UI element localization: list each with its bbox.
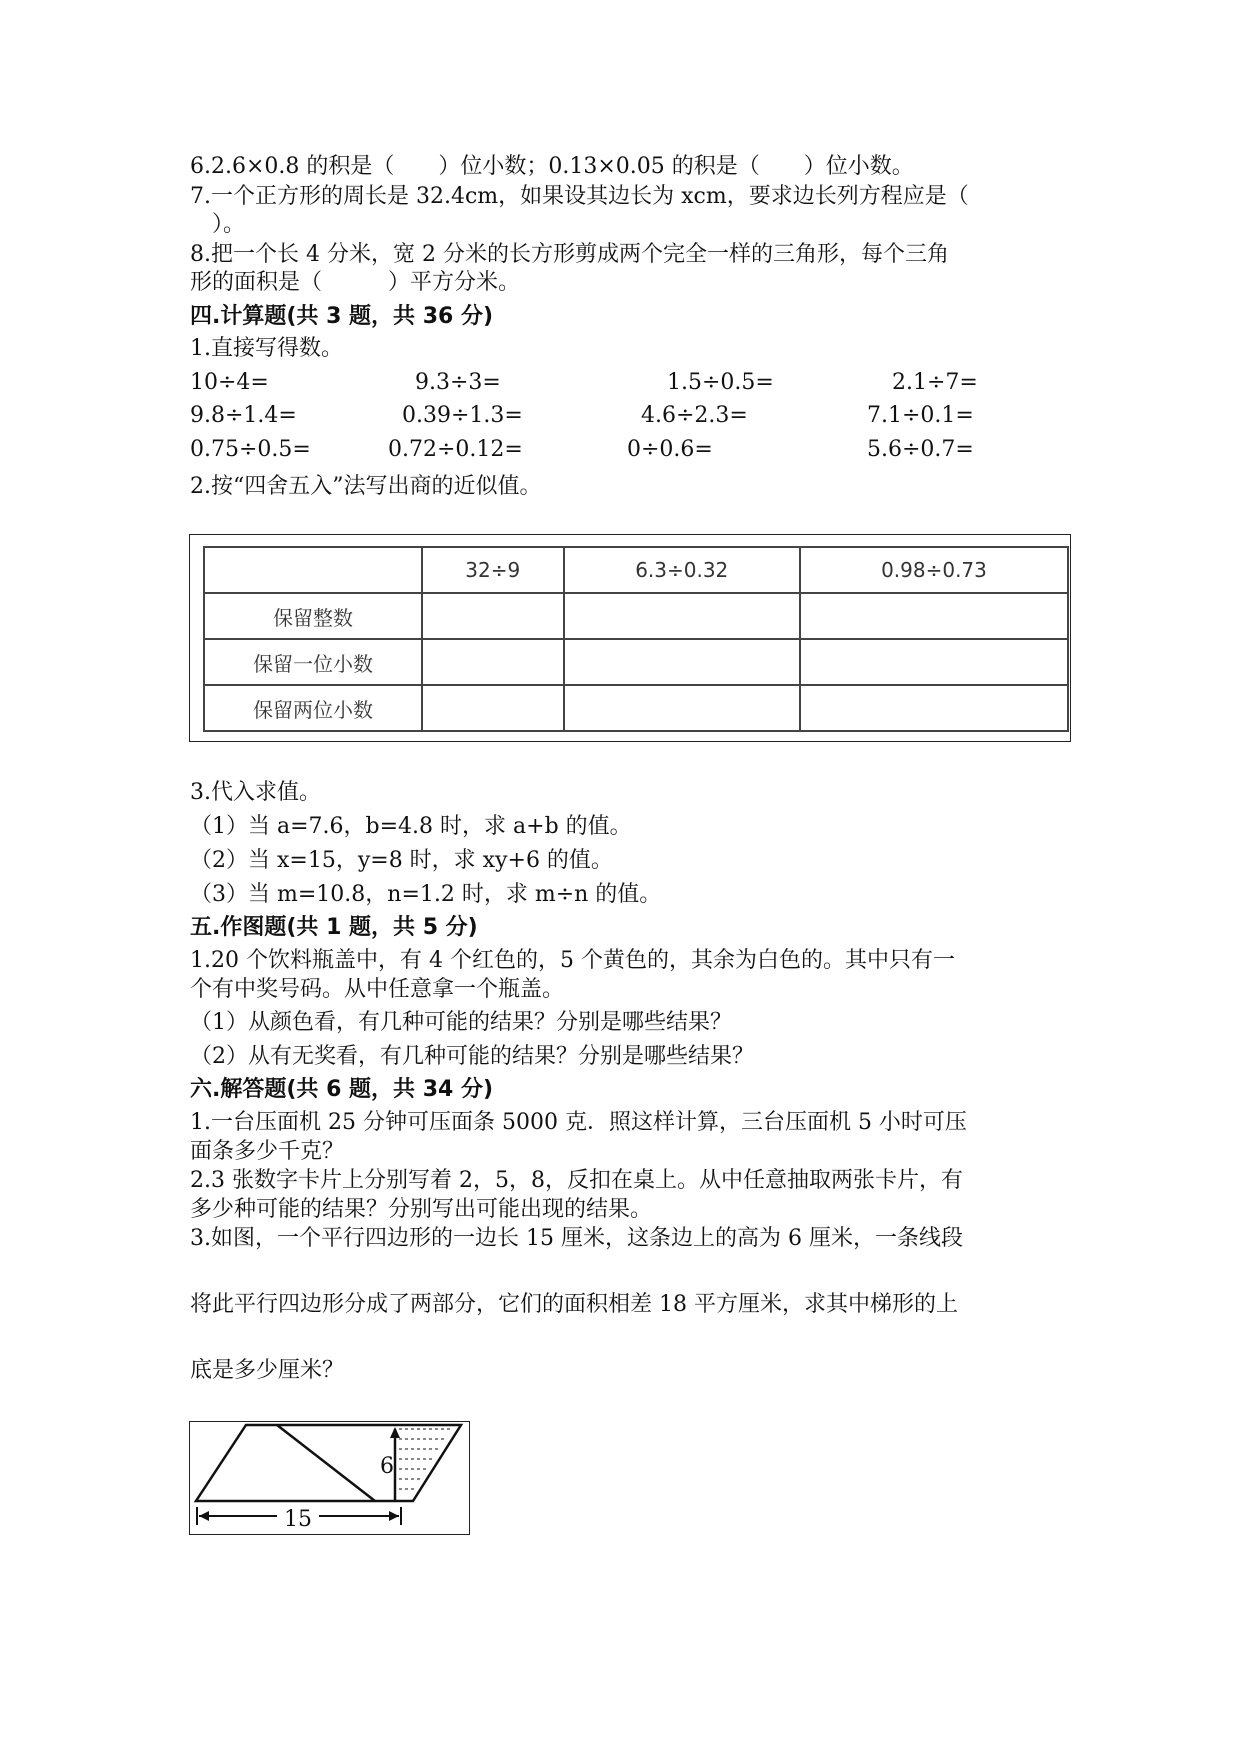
question-3-7-line1: 7.一个正方形的周长是 32.4cm，如果设其边长为 xcm，要求边长列方程应是（ xyxy=(190,184,969,209)
table-header-row xyxy=(204,547,1068,593)
calc-item: 0÷0.6= xyxy=(627,437,713,462)
calc-item: 0.75÷0.5= xyxy=(190,437,311,462)
question-4-3-title: 3.代入求值。 xyxy=(190,780,321,805)
question-4-2-title: 2.按“四舍五入”法写出商的近似值。 xyxy=(190,474,542,499)
calc-item: 9.3÷3= xyxy=(415,370,501,395)
question-4-3-item-1: （1）当 a=7.6，b=4.8 时，求 a+b 的值。 xyxy=(190,814,632,839)
calc-item: 1.5÷0.5= xyxy=(667,370,774,395)
base-label: 15 xyxy=(284,1507,312,1532)
question-6-3-line3: 底是多少厘米？ xyxy=(190,1358,345,1383)
calc-item: 10÷4= xyxy=(190,370,269,395)
dimension-arrow-right xyxy=(389,1511,399,1521)
height-arrow-head xyxy=(390,1427,400,1438)
approximation-table xyxy=(203,546,1069,732)
answer-cell[interactable] xyxy=(564,639,800,685)
calc-item: 5.6÷0.7= xyxy=(867,437,974,462)
answer-cell[interactable] xyxy=(564,593,800,639)
calc-item: 7.1÷0.1= xyxy=(867,403,974,428)
parallelogram-figure xyxy=(189,1421,470,1535)
question-6-2-line1: 2.3 张数字卡片上分别写着 2，5，8，反扣在桌上。从中任意抽取两张卡片，有 xyxy=(190,1168,963,1193)
table-row-header: 保留整数 xyxy=(204,593,422,639)
calc-item: 9.8÷1.4= xyxy=(190,403,297,428)
answer-cell[interactable] xyxy=(422,685,564,731)
question-6-3-line1: 3.如图，一个平行四边形的一边长 15 厘米，这条边上的高为 6 厘米，一条线段 xyxy=(190,1226,963,1251)
question-4-3-item-3: （3）当 m=10.8，n=1.2 时，求 m÷n 的值。 xyxy=(190,882,662,907)
dimension-arrow-left xyxy=(199,1511,209,1521)
calc-row xyxy=(190,370,1070,404)
height-label: 6 xyxy=(380,1454,394,1479)
answer-cell[interactable] xyxy=(564,685,800,731)
table-column-header: 6.3÷0.32 xyxy=(564,547,800,593)
question-3-7-line2: ）。 xyxy=(190,212,246,237)
dividing-segment xyxy=(277,1425,375,1501)
question-5-1-sub1: （1）从颜色看，有几种可能的结果？分别是哪些结果？ xyxy=(190,1010,732,1035)
table-column-header: 32÷9 xyxy=(422,547,564,593)
question-6-1-line2: 面条多少千克？ xyxy=(190,1139,345,1164)
question-5-1-line1: 1.20 个饮料瓶盖中，有 4 个红色的，5 个黄色的，其余为白色的。其中只有一 xyxy=(190,948,955,973)
table-row-header: 保留两位小数 xyxy=(204,685,422,731)
table-column-header: 0.98÷0.73 xyxy=(800,547,1068,593)
question-3-8-line2: 形的面积是（ ）平方分米。 xyxy=(190,270,521,295)
answer-cell[interactable] xyxy=(800,639,1068,685)
table-corner-cell xyxy=(204,547,422,593)
table-row xyxy=(204,593,1068,639)
calc-item: 0.39÷1.3= xyxy=(402,403,523,428)
question-5-1-sub2: （2）从有无奖看，有几种可能的结果？分别是哪些结果？ xyxy=(190,1044,754,1069)
section-4-heading: 四.计算题(共 3 题，共 36 分) xyxy=(190,304,494,329)
answer-cell[interactable] xyxy=(422,639,564,685)
answer-cell[interactable] xyxy=(422,593,564,639)
answer-cell[interactable] xyxy=(800,593,1068,639)
table-row xyxy=(204,639,1068,685)
question-6-3-line2: 将此平行四边形分成了两部分，它们的面积相差 18 平方厘米，求其中梯形的上 xyxy=(190,1292,958,1317)
section-5-heading: 五.作图题(共 1 题，共 5 分) xyxy=(190,915,478,940)
question-6-2-line2: 多少种可能的结果？分别写出可能出现的结果。 xyxy=(190,1197,653,1222)
question-5-1-line2: 个有中奖号码。从中任意拿一个瓶盖。 xyxy=(190,977,565,1002)
answer-cell[interactable] xyxy=(800,685,1068,731)
calc-item: 2.1÷7= xyxy=(892,370,978,395)
section-6-heading: 六.解答题(共 6 题，共 34 分) xyxy=(190,1077,494,1102)
question-4-1-title: 1.直接写得数。 xyxy=(190,336,343,361)
question-3-6: 6.2.6×0.8 的积是（ ）位小数；0.13×0.05 的积是（ ）位小数。 xyxy=(190,154,914,179)
table-row xyxy=(204,685,1068,731)
parallelogram-shape xyxy=(196,1425,461,1501)
question-4-3-item-2: （2）当 x=15，y=8 时，求 xy+6 的值。 xyxy=(190,848,613,873)
table-row-header: 保留一位小数 xyxy=(204,639,422,685)
calc-row xyxy=(190,437,1070,471)
calc-row xyxy=(190,403,1070,437)
calc-item: 4.6÷2.3= xyxy=(641,403,748,428)
calc-item: 0.72÷0.12= xyxy=(388,437,523,462)
question-6-1-line1: 1.一台压面机 25 分钟可压面条 5000 克．照这样计算，三台压面机 5 小时可压 xyxy=(190,1110,967,1135)
question-3-8-line1: 8.把一个长 4 分米，宽 2 分米的长方形剪成两个完全一样的三角形，每个三角 xyxy=(190,242,949,267)
